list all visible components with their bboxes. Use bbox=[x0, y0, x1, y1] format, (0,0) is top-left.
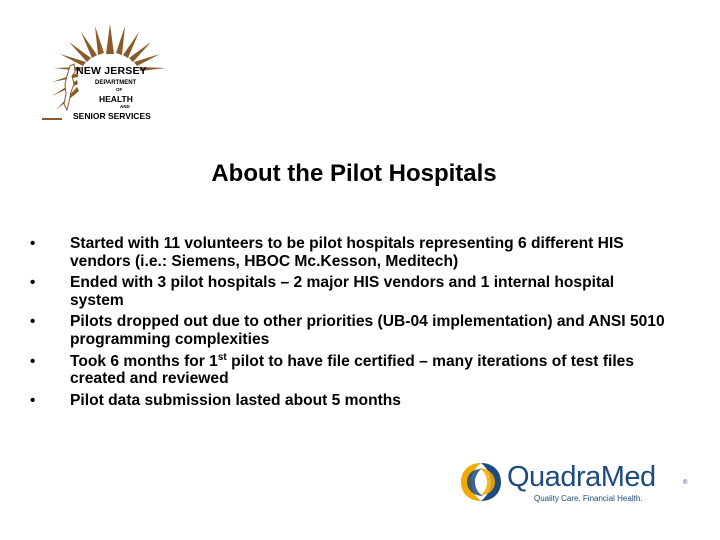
ordinal-suffix: st bbox=[217, 351, 227, 363]
logo-line-health: HEALTH bbox=[99, 94, 133, 104]
bullet-text-post: pilot to have file certified – many iterations of test files created and reviewed bbox=[70, 352, 635, 388]
logo-line-new-jersey: NEW JERSEY bbox=[76, 65, 147, 77]
bullet-item bbox=[30, 392, 670, 410]
bullet-marker: • bbox=[30, 352, 36, 370]
quadramed-swirl-icon bbox=[455, 458, 507, 508]
bullet-item bbox=[30, 313, 670, 348]
bullet-marker: • bbox=[30, 313, 36, 331]
logo-line-and: AND bbox=[120, 104, 130, 109]
bullet-item bbox=[30, 353, 670, 388]
bullet-text bbox=[70, 353, 634, 388]
logo-line-senior-services: SENIOR SERVICES bbox=[73, 111, 151, 121]
quadramed-logo bbox=[455, 458, 695, 508]
registered-mark: ® bbox=[683, 480, 688, 486]
bullet-list bbox=[30, 235, 670, 413]
bullet-marker: • bbox=[30, 274, 36, 292]
quadramed-tagline: Quality Care. Financial Health. bbox=[534, 494, 643, 503]
bullet-marker: • bbox=[30, 235, 36, 252]
bullet-text: Ended with 3 pilot hospitals – 2 major HIS vendors and 1 internal hospital system bbox=[70, 274, 615, 309]
logo-line-of: OF bbox=[116, 87, 123, 92]
bullet-text: Started with 11 volunteers to be pilot hospitals representing 6 different HIS vendors (i.e.: Siemens, HBOC Mc.Kesson, Meditech) bbox=[70, 235, 624, 270]
bullet-text: Pilot data submission lasted about 5 months bbox=[70, 391, 401, 409]
quadramed-wordmark: QuadraMed bbox=[507, 461, 656, 493]
bullet-text: Pilots dropped out due to other priorities (UB-04 implementation) and ANSI 5010 programming complexities bbox=[70, 313, 665, 348]
bullet-item bbox=[30, 235, 670, 270]
logo-line-department: DEPARTMENT bbox=[95, 80, 137, 86]
nj-health-logo bbox=[40, 14, 180, 126]
bullet-text-pre: Took 6 months for 1 bbox=[70, 352, 218, 370]
bullet-marker: • bbox=[30, 391, 36, 409]
slide-title: About the Pilot Hospitals bbox=[211, 160, 497, 187]
bullet-item bbox=[30, 274, 670, 309]
